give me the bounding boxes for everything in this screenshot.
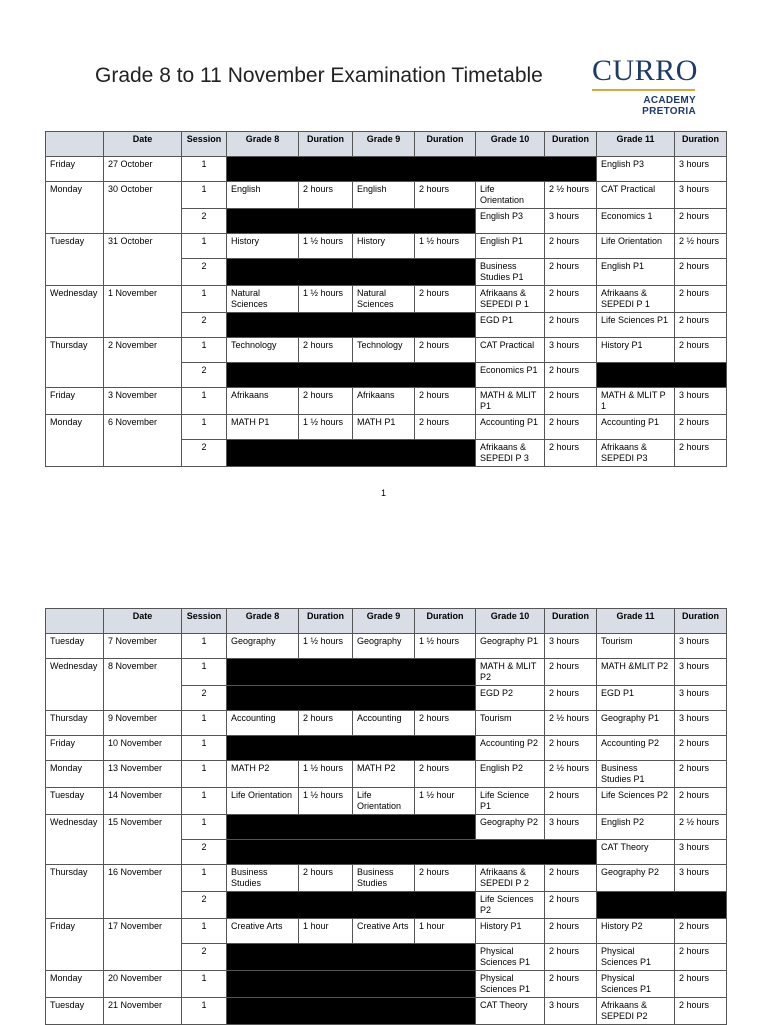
grade8-duration: 2 hours [299, 865, 353, 892]
grade8-duration: 2 hours [299, 338, 353, 363]
grade10-duration: 3 hours [545, 338, 597, 363]
date-cell: 7 November [104, 634, 182, 659]
grade11-duration: 3 hours [675, 711, 727, 736]
grade10-duration: 3 hours [545, 998, 597, 1025]
timetable-page-2 [45, 608, 727, 1025]
grade8-subject: Business Studies [227, 865, 299, 892]
blocked-cell [227, 736, 476, 761]
session-cell: 1 [182, 634, 227, 659]
grade8-subject: Technology [227, 338, 299, 363]
day-cell: Wednesday [46, 815, 104, 865]
table-row [46, 761, 727, 788]
day-cell: Friday [46, 919, 104, 971]
column-header: Duration [299, 609, 353, 634]
session-cell: 2 [182, 313, 227, 338]
grade10-subject: Life Science P1 [476, 788, 545, 815]
session-cell: 1 [182, 865, 227, 892]
day-cell: Friday [46, 736, 104, 761]
grade8-duration: 1 ½ hours [299, 415, 353, 440]
day-cell: Tuesday [46, 234, 104, 286]
grade10-subject: EGD P2 [476, 686, 545, 711]
logo-wordmark: CURRO [592, 54, 698, 87]
grade8-duration: 1 ½ hours [299, 234, 353, 259]
session-cell: 1 [182, 234, 227, 259]
blocked-cell [227, 892, 476, 919]
session-cell: 1 [182, 659, 227, 686]
table-row [46, 634, 727, 659]
session-cell: 2 [182, 259, 227, 286]
date-cell: 8 November [104, 659, 182, 711]
day-cell: Thursday [46, 865, 104, 919]
grade11-duration: 2 hours [675, 944, 727, 971]
session-cell: 1 [182, 182, 227, 209]
column-header: Grade 10 [476, 132, 545, 157]
day-cell: Thursday [46, 338, 104, 388]
session-cell: 1 [182, 415, 227, 440]
grade10-duration: 3 hours [545, 634, 597, 659]
day-cell: Wednesday [46, 659, 104, 711]
column-header: Session [182, 132, 227, 157]
grade10-duration: 2 hours [545, 944, 597, 971]
day-cell: Wednesday [46, 286, 104, 338]
day-cell: Tuesday [46, 788, 104, 815]
timetable-body [46, 634, 727, 1025]
grade11-duration: 2 hours [675, 415, 727, 440]
grade9-subject: MATH P1 [353, 415, 415, 440]
grade8-subject: English [227, 182, 299, 209]
grade10-subject: Geography P2 [476, 815, 545, 840]
grade11-subject: Geography P2 [597, 865, 675, 892]
day-cell: Monday [46, 415, 104, 467]
grade10-duration: 2 hours [545, 363, 597, 388]
blocked-cell [227, 313, 476, 338]
session-cell: 2 [182, 686, 227, 711]
session-cell: 1 [182, 761, 227, 788]
date-cell: 20 November [104, 971, 182, 998]
grade10-subject: English P1 [476, 234, 545, 259]
session-cell: 1 [182, 815, 227, 840]
column-header: Duration [675, 609, 727, 634]
blocked-cell [227, 157, 597, 182]
grade10-duration: 2 hours [545, 971, 597, 998]
column-header: Duration [545, 132, 597, 157]
blocked-cell [227, 659, 476, 686]
grade10-duration: 2 hours [545, 259, 597, 286]
grade9-subject: English [353, 182, 415, 209]
grade11-duration: 2 hours [675, 286, 727, 313]
session-cell: 1 [182, 919, 227, 944]
date-cell: 14 November [104, 788, 182, 815]
day-cell: Friday [46, 157, 104, 182]
grade11-subject: Life Sciences P2 [597, 788, 675, 815]
grade11-subject: History P1 [597, 338, 675, 363]
grade10-subject: Afrikaans & SEPEDI P 3 [476, 440, 545, 467]
table-row [46, 815, 727, 840]
grade10-subject: EGD P1 [476, 313, 545, 338]
date-cell: 2 November [104, 338, 182, 388]
grade10-subject: Afrikaans & SEPEDI P 1 [476, 286, 545, 313]
grade9-subject: Technology [353, 338, 415, 363]
grade8-subject: MATH P1 [227, 415, 299, 440]
grade8-duration: 1 hour [299, 919, 353, 944]
grade8-duration: 2 hours [299, 182, 353, 209]
grade11-subject: CAT Theory [597, 840, 675, 865]
grade10-subject: Physical Sciences P1 [476, 971, 545, 998]
session-cell: 2 [182, 209, 227, 234]
column-header: Duration [415, 609, 476, 634]
grade10-subject: MATH & MLIT P2 [476, 659, 545, 686]
column-header: Date [104, 609, 182, 634]
grade8-duration: 2 hours [299, 388, 353, 415]
grade9-subject: MATH P2 [353, 761, 415, 788]
grade8-subject: History [227, 234, 299, 259]
table-row [46, 659, 727, 686]
grade10-duration: 2 hours [545, 659, 597, 686]
grade11-duration: 2 hours [675, 209, 727, 234]
day-cell: Monday [46, 761, 104, 788]
grade11-duration: 2 ½ hours [675, 234, 727, 259]
grade11-duration: 3 hours [675, 865, 727, 892]
grade9-subject: Life Orientation [353, 788, 415, 815]
grade10-duration: 2 hours [545, 736, 597, 761]
timetable-body [46, 157, 727, 467]
blocked-cell [227, 815, 476, 840]
session-cell: 1 [182, 338, 227, 363]
grade10-subject: History P1 [476, 919, 545, 944]
column-header: Grade 8 [227, 609, 299, 634]
date-cell: 17 November [104, 919, 182, 971]
grade11-subject: Geography P1 [597, 711, 675, 736]
grade11-duration: 2 hours [675, 338, 727, 363]
grade9-duration: 2 hours [415, 182, 476, 209]
column-header: Grade 10 [476, 609, 545, 634]
column-header: Grade 9 [353, 609, 415, 634]
grade9-subject: Geography [353, 634, 415, 659]
grade11-duration: 2 hours [675, 998, 727, 1025]
logo-line-academy: ACADEMY [643, 95, 696, 106]
grade9-subject: History [353, 234, 415, 259]
day-cell: Tuesday [46, 998, 104, 1025]
grade10-subject: Physical Sciences P1 [476, 944, 545, 971]
day-cell: Thursday [46, 711, 104, 736]
grade10-subject: Life Sciences P2 [476, 892, 545, 919]
grade11-duration: 2 hours [675, 919, 727, 944]
grade11-duration: 3 hours [675, 659, 727, 686]
grade9-duration: 2 hours [415, 711, 476, 736]
table-row [46, 157, 727, 182]
grade10-duration: 2 hours [545, 919, 597, 944]
grade10-duration: 2 hours [545, 388, 597, 415]
blocked-cell [597, 892, 727, 919]
column-header [46, 132, 104, 157]
grade11-subject: History P2 [597, 919, 675, 944]
blocked-cell [227, 944, 476, 971]
table-row [46, 388, 727, 415]
table-row [46, 182, 727, 209]
grade11-duration: 3 hours [675, 388, 727, 415]
grade10-duration: 2 ½ hours [545, 182, 597, 209]
grade10-duration: 2 hours [545, 313, 597, 338]
grade9-duration: 1 hour [415, 919, 476, 944]
grade11-duration: 2 hours [675, 736, 727, 761]
table-row [46, 286, 727, 313]
blocked-cell [227, 998, 476, 1025]
grade10-subject: Tourism [476, 711, 545, 736]
grade8-duration: 1 ½ hours [299, 286, 353, 313]
date-cell: 6 November [104, 415, 182, 467]
grade11-subject: Afrikaans & SEPEDI P2 [597, 998, 675, 1025]
date-cell: 16 November [104, 865, 182, 919]
grade11-subject: Life Sciences P1 [597, 313, 675, 338]
grade9-subject: Natural Sciences [353, 286, 415, 313]
grade11-subject: Accounting P1 [597, 415, 675, 440]
grade10-subject: CAT Practical [476, 338, 545, 363]
grade10-duration: 2 hours [545, 234, 597, 259]
grade9-duration: 2 hours [415, 338, 476, 363]
grade11-subject: English P3 [597, 157, 675, 182]
grade11-subject: English P2 [597, 815, 675, 840]
grade8-duration: 1 ½ hours [299, 761, 353, 788]
grade10-subject: English P2 [476, 761, 545, 788]
grade8-subject: Creative Arts [227, 919, 299, 944]
session-cell: 2 [182, 944, 227, 971]
column-header: Duration [675, 132, 727, 157]
grade8-subject: Afrikaans [227, 388, 299, 415]
table-row [46, 998, 727, 1025]
grade10-subject: Accounting P1 [476, 415, 545, 440]
grade9-duration: 2 hours [415, 761, 476, 788]
grade11-duration: 2 hours [675, 259, 727, 286]
grade11-subject: Physical Sciences P1 [597, 944, 675, 971]
grade8-subject: Accounting [227, 711, 299, 736]
grade10-duration: 2 ½ hours [545, 711, 597, 736]
grade11-duration: 3 hours [675, 634, 727, 659]
page-title: Grade 8 to 11 November Examination Timetable [95, 64, 543, 87]
date-cell: 1 November [104, 286, 182, 338]
column-header: Grade 11 [597, 132, 675, 157]
table-row [46, 711, 727, 736]
grade10-subject: Life Orientation [476, 182, 545, 209]
date-cell: 30 October [104, 182, 182, 234]
page-number: 1 [381, 488, 387, 498]
logo-underline [592, 89, 695, 91]
grade10-duration: 3 hours [545, 815, 597, 840]
grade8-subject: MATH P2 [227, 761, 299, 788]
grade11-duration: 3 hours [675, 840, 727, 865]
session-cell: 1 [182, 157, 227, 182]
grade11-subject: Afrikaans & SEPEDI P 1 [597, 286, 675, 313]
grade9-duration: 1 ½ hours [415, 234, 476, 259]
grade9-duration: 2 hours [415, 388, 476, 415]
grade11-duration: 3 hours [675, 157, 727, 182]
column-header: Grade 11 [597, 609, 675, 634]
grade11-subject: Business Studies P1 [597, 761, 675, 788]
column-header: Duration [545, 609, 597, 634]
grade11-subject: Tourism [597, 634, 675, 659]
grade8-subject: Geography [227, 634, 299, 659]
blocked-cell [227, 840, 597, 865]
grade10-duration: 2 hours [545, 865, 597, 892]
grade10-subject: Afrikaans & SEPEDI P 2 [476, 865, 545, 892]
grade8-duration: 1 ½ hours [299, 788, 353, 815]
blocked-cell [227, 971, 476, 998]
grade11-subject: Afrikaans & SEPEDI P3 [597, 440, 675, 467]
grade10-duration: 2 hours [545, 440, 597, 467]
table-row [46, 788, 727, 815]
grade10-subject: CAT Theory [476, 998, 545, 1025]
grade11-subject: English P1 [597, 259, 675, 286]
column-header: Grade 8 [227, 132, 299, 157]
day-cell: Monday [46, 971, 104, 998]
date-cell: 13 November [104, 761, 182, 788]
grade11-duration: 2 hours [675, 440, 727, 467]
grade9-subject: Business Studies [353, 865, 415, 892]
blocked-cell [227, 209, 476, 234]
grade10-subject: Economics P1 [476, 363, 545, 388]
session-cell: 2 [182, 892, 227, 919]
session-cell: 2 [182, 363, 227, 388]
grade11-subject: CAT Practical [597, 182, 675, 209]
grade9-subject: Afrikaans [353, 388, 415, 415]
grade11-subject: MATH & MLIT P 1 [597, 388, 675, 415]
curro-logo [592, 55, 702, 125]
date-cell: 10 November [104, 736, 182, 761]
grade9-duration: 1 ½ hours [415, 634, 476, 659]
grade10-duration: 2 ½ hours [545, 761, 597, 788]
grade9-duration: 1 ½ hour [415, 788, 476, 815]
grade10-subject: MATH & MLIT P1 [476, 388, 545, 415]
grade11-duration: 3 hours [675, 182, 727, 209]
grade8-duration: 1 ½ hours [299, 634, 353, 659]
date-cell: 27 October [104, 157, 182, 182]
blocked-cell [227, 440, 476, 467]
table-row [46, 415, 727, 440]
grade9-duration: 2 hours [415, 286, 476, 313]
blocked-cell [597, 363, 727, 388]
table-row [46, 736, 727, 761]
grade11-duration: 2 ½ hours [675, 815, 727, 840]
logo-line-pretoria: PRETORIA [642, 106, 696, 117]
session-cell: 1 [182, 736, 227, 761]
table-row [46, 865, 727, 892]
column-header [46, 609, 104, 634]
grade8-duration: 2 hours [299, 711, 353, 736]
grade9-duration: 2 hours [415, 865, 476, 892]
grade9-duration: 2 hours [415, 415, 476, 440]
day-cell: Monday [46, 182, 104, 234]
column-header: Date [104, 132, 182, 157]
grade10-duration: 2 hours [545, 415, 597, 440]
grade11-subject: Economics 1 [597, 209, 675, 234]
column-header: Duration [299, 132, 353, 157]
table-row [46, 971, 727, 998]
session-cell: 1 [182, 998, 227, 1025]
grade11-subject: Life Orientation [597, 234, 675, 259]
grade11-duration: 2 hours [675, 971, 727, 998]
session-cell: 1 [182, 286, 227, 313]
column-header: Duration [415, 132, 476, 157]
date-cell: 31 October [104, 234, 182, 286]
date-cell: 9 November [104, 711, 182, 736]
grade10-duration: 3 hours [545, 209, 597, 234]
blocked-cell [227, 363, 476, 388]
grade11-subject: MATH &MLIT P2 [597, 659, 675, 686]
date-cell: 15 November [104, 815, 182, 865]
session-cell: 2 [182, 440, 227, 467]
session-cell: 1 [182, 711, 227, 736]
header-row [46, 132, 727, 157]
grade10-subject: Geography P1 [476, 634, 545, 659]
header-row [46, 609, 727, 634]
grade10-subject: Business Studies P1 [476, 259, 545, 286]
column-header: Session [182, 609, 227, 634]
grade8-subject: Natural Sciences [227, 286, 299, 313]
grade10-duration: 2 hours [545, 892, 597, 919]
grade11-subject: EGD P1 [597, 686, 675, 711]
column-header: Grade 9 [353, 132, 415, 157]
blocked-cell [227, 259, 476, 286]
grade9-subject: Accounting [353, 711, 415, 736]
grade11-duration: 3 hours [675, 686, 727, 711]
session-cell: 2 [182, 840, 227, 865]
grade11-duration: 2 hours [675, 313, 727, 338]
grade11-subject: Physical Sciences P1 [597, 971, 675, 998]
session-cell: 1 [182, 388, 227, 415]
grade11-subject: Accounting P2 [597, 736, 675, 761]
grade10-duration: 2 hours [545, 286, 597, 313]
grade9-subject: Creative Arts [353, 919, 415, 944]
timetable-page-1 [45, 131, 727, 467]
day-cell: Friday [46, 388, 104, 415]
table-row [46, 919, 727, 944]
grade8-subject: Life Orientation [227, 788, 299, 815]
date-cell: 21 November [104, 998, 182, 1025]
session-cell: 1 [182, 788, 227, 815]
grade11-duration: 2 hours [675, 788, 727, 815]
blocked-cell [227, 686, 476, 711]
table-row [46, 234, 727, 259]
grade10-subject: Accounting P2 [476, 736, 545, 761]
grade10-duration: 2 hours [545, 788, 597, 815]
date-cell: 3 November [104, 388, 182, 415]
grade10-duration: 2 hours [545, 686, 597, 711]
grade11-duration: 2 hours [675, 761, 727, 788]
grade10-subject: English P3 [476, 209, 545, 234]
table-row [46, 338, 727, 363]
day-cell: Tuesday [46, 634, 104, 659]
session-cell: 1 [182, 971, 227, 998]
